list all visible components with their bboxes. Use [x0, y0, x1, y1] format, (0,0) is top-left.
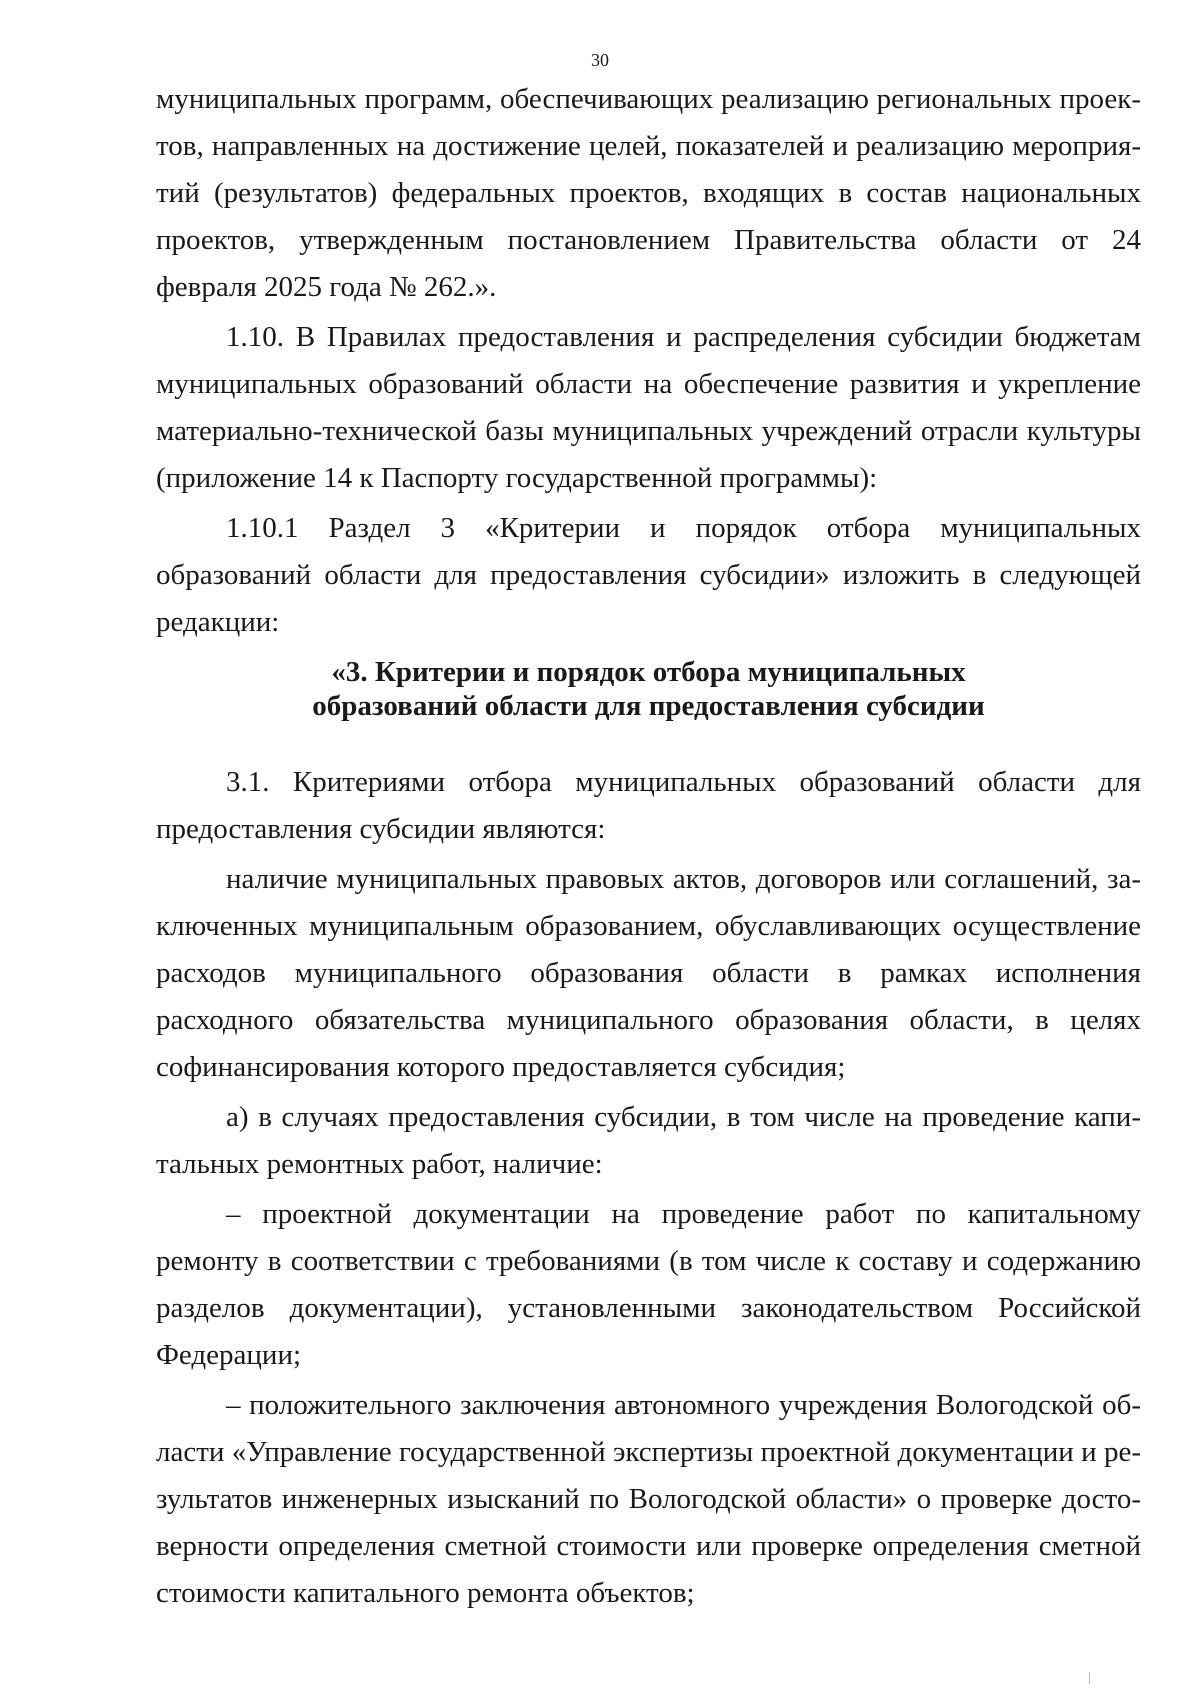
paragraph-item-a: а) в случаях предоставления субсидии, в том числе на проведение капитальных ремонтных работ, наличие: [156, 1101, 1141, 1180]
paragraph-1-10-1: 1.10.1 Раздел 3 «Критерии и порядок отбора муниципальных образований области для предоставления субсидии» изложить в следующей редакции: [156, 512, 1141, 638]
paragraph-criteria: наличие муниципальных правовых актов, договоров или соглашений, заключенных муниципальным образованием, обуславливающих осуществление расходов муниципального образования области в рамках исполнения расходного обязательства муниципального образования области, в целях софинансирования которого предоставляется субсидия; [156, 863, 1141, 1083]
page-number: 30 [591, 50, 609, 70]
scan-mark [1089, 1672, 1090, 1684]
section-heading [156, 655, 1141, 723]
paragraph-1-10: 1.10. В Правилах предоставления и распределения субсидии бюджетам муниципальных образований области на обеспечение развития и укрепление материально-технической базы муниципальных учреждений отрасли культуры (приложение 14 к Паспорту государственной программы): [156, 321, 1141, 494]
paragraph-dash-1: – проектной документации на проведение работ по капитальному ремонту в соответствии с требованиями (в том числе к составу и содержанию разделов документации), установленными законодательством Российской Федерации; [156, 1198, 1141, 1371]
section-heading-line-1: «3. Критерии и порядок отбора муниципальных [331, 656, 966, 688]
document-body [156, 76, 1141, 1617]
paragraph-3-1: 3.1. Критериями отбора муниципальных образований области для предоставления субсидии являются: [156, 766, 1141, 845]
paragraph-dash-2: – положительного заключения автономного учреждения Вологодской области «Управление государственной экспертизы проектной документации и результатов инженерных изысканий по Вологодской области» о проверке достоверности определения сметной стоимости или проверке определения сметной стоимости капитального ремонта объектов; [156, 1389, 1141, 1609]
section-heading-line-2: образований области для предоставления субсидии [312, 690, 985, 722]
paragraph-continuation: муниципальных программ, обеспечивающих реализацию региональных проектов, направленных на достижение целей, показателей и реализацию мероприятий (результатов) федеральных проектов, входящих в состав национальных проектов, утвержденным постановлением Правительства области от 24 февраля 2025 года № 262.». [156, 83, 1141, 303]
